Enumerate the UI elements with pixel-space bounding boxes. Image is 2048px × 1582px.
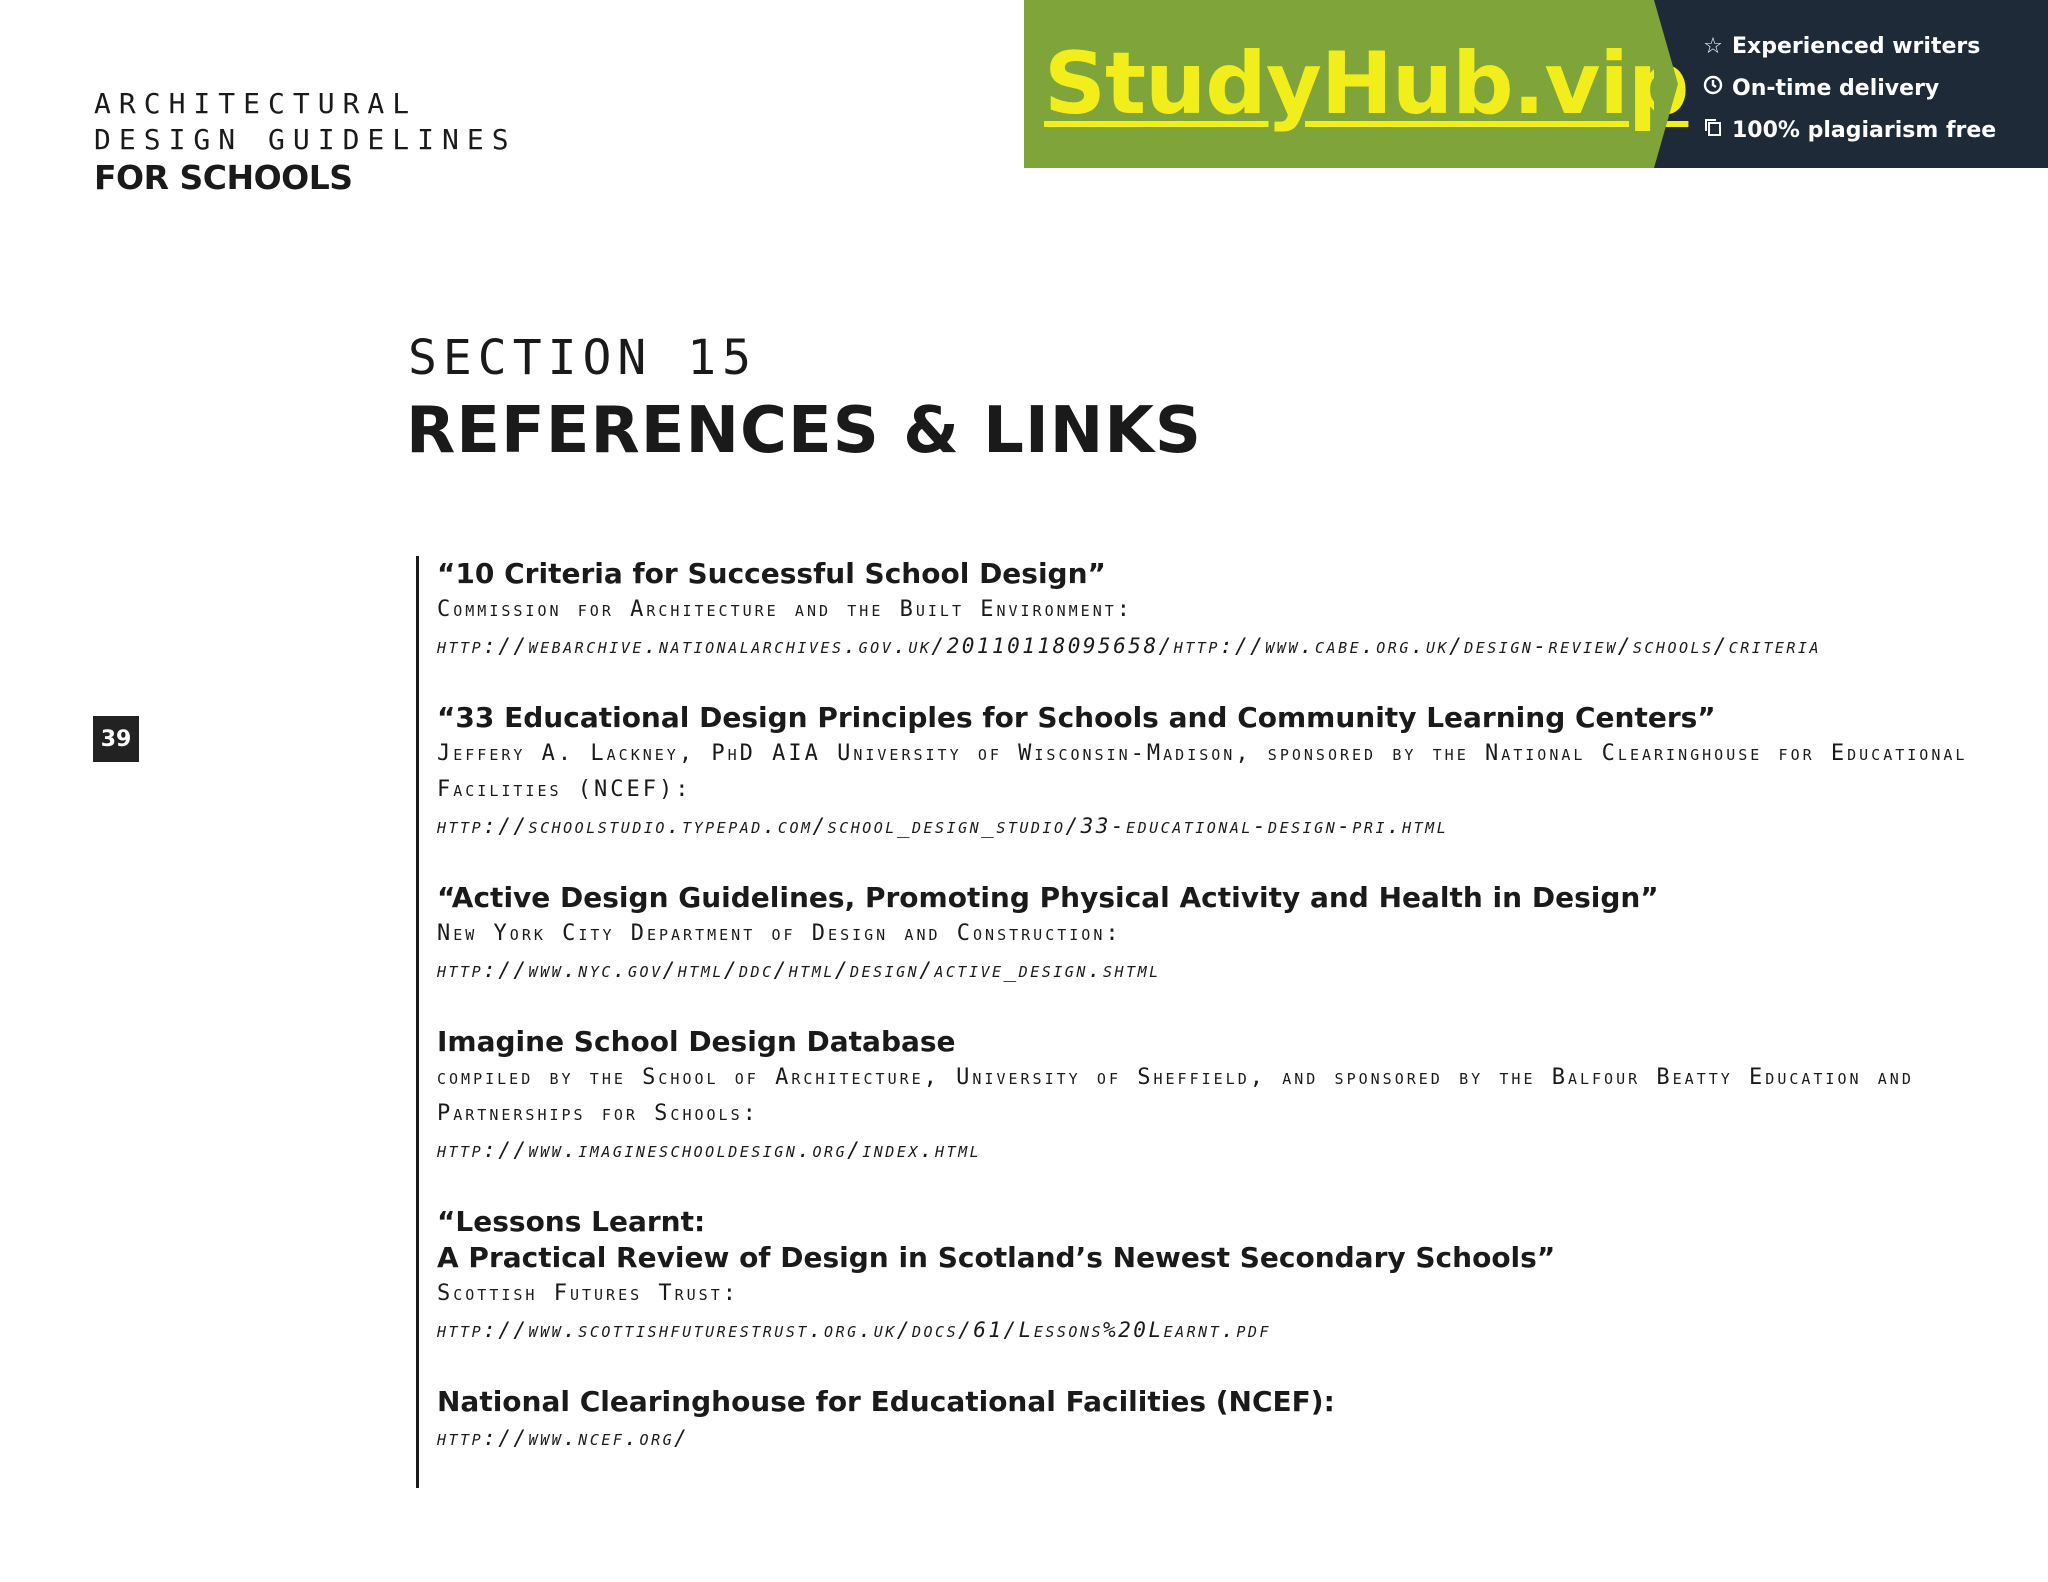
page-number-badge: 39 [93, 716, 139, 762]
section-title: REFERENCES & LINKS [406, 394, 1202, 468]
reference-url-link[interactable]: http://www.scottishfuturestrust.org.uk/docs/61/Lessons%20Learnt.pdf [437, 1318, 1271, 1342]
reference-source: New York City Department of Design and Construction: [437, 921, 1122, 946]
ad-feature-experienced [1700, 26, 2048, 68]
reference-item [437, 1384, 1976, 1456]
brand-line-for-schools: FOR SCHOOLS [94, 158, 353, 197]
reference-item [437, 556, 1976, 664]
reference-title-continued: A Practical Review of Design in Scotland’s Newest Secondary Schools” [437, 1241, 1556, 1274]
brand-line-design-guidelines: DESIGN GUIDELINES [94, 123, 517, 156]
star-icon: ☆ [1703, 34, 1723, 59]
copy-icon [1700, 110, 1726, 152]
reference-url-link[interactable]: http://schoolstudio.typepad.com/school_design_studio/33-educational-design-pri.html [437, 814, 1449, 838]
references-list [416, 556, 1976, 1488]
clock-icon [1700, 68, 1726, 110]
brand-line-architectural: ARCHITECTURAL [94, 87, 418, 120]
reference-title: “10 Criteria for Successful School Design” [437, 557, 1106, 590]
reference-item [437, 1204, 1976, 1348]
reference-title: National Clearinghouse for Educational Facilities (NCEF): [437, 1385, 1335, 1418]
reference-title: “33 Educational Design Principles for Schools and Community Learning Centers” [437, 701, 1716, 734]
ad-feature-plagiarism [1700, 110, 2048, 152]
reference-url-link[interactable]: http://webarchive.nationalarchives.gov.uk/20110118095658/http://www.cabe.org.uk/design-review/schools/criteria [437, 634, 1821, 658]
section-number: SECTION 15 [408, 330, 757, 386]
reference-title: “Active Design Guidelines, Promoting Physical Activity and Health in Design” [437, 881, 1659, 914]
reference-title: “Lessons Learnt: [437, 1205, 706, 1238]
ad-feature-label: 100% plagiarism free [1732, 118, 1997, 143]
reference-url-link[interactable]: http://www.nyc.gov/html/ddc/html/design/active_design.shtml [437, 958, 1161, 982]
publication-brand [94, 86, 517, 198]
reference-source: compiled by the School of Architecture, University of Sheffield, and sponsored by the Balfour Beatty Education and Partnerships for Schools: [437, 1065, 1914, 1126]
ad-feature-label: Experienced writers [1732, 34, 1981, 59]
ad-logo-link[interactable]: StudyHub.vip [1044, 34, 1689, 134]
ad-features-panel [1654, 0, 2048, 168]
reference-source: Scottish Futures Trust: [437, 1281, 739, 1306]
reference-source: Commission for Architecture and the Built Environment: [437, 597, 1134, 622]
ad-feature-on-time [1700, 68, 2048, 110]
reference-url-link[interactable]: http://www.ncef.org/ [437, 1426, 690, 1450]
reference-source: Jeffery A. Lackney, PhD AIA University of Wisconsin-Madison, sponsored by the National Clearinghouse for Educational Facilities (NCEF): [437, 741, 1968, 802]
reference-item [437, 700, 1976, 844]
studyhub-ad-banner[interactable] [1024, 0, 2048, 168]
reference-url-link[interactable]: http://www.imagineschooldesign.org/index.html [437, 1138, 982, 1162]
ad-feature-label: On-time delivery [1732, 76, 1940, 101]
ad-logo-panel[interactable] [1024, 0, 1689, 168]
reference-title: Imagine School Design Database [437, 1025, 956, 1058]
reference-item [437, 1024, 1976, 1168]
reference-item [437, 880, 1976, 988]
